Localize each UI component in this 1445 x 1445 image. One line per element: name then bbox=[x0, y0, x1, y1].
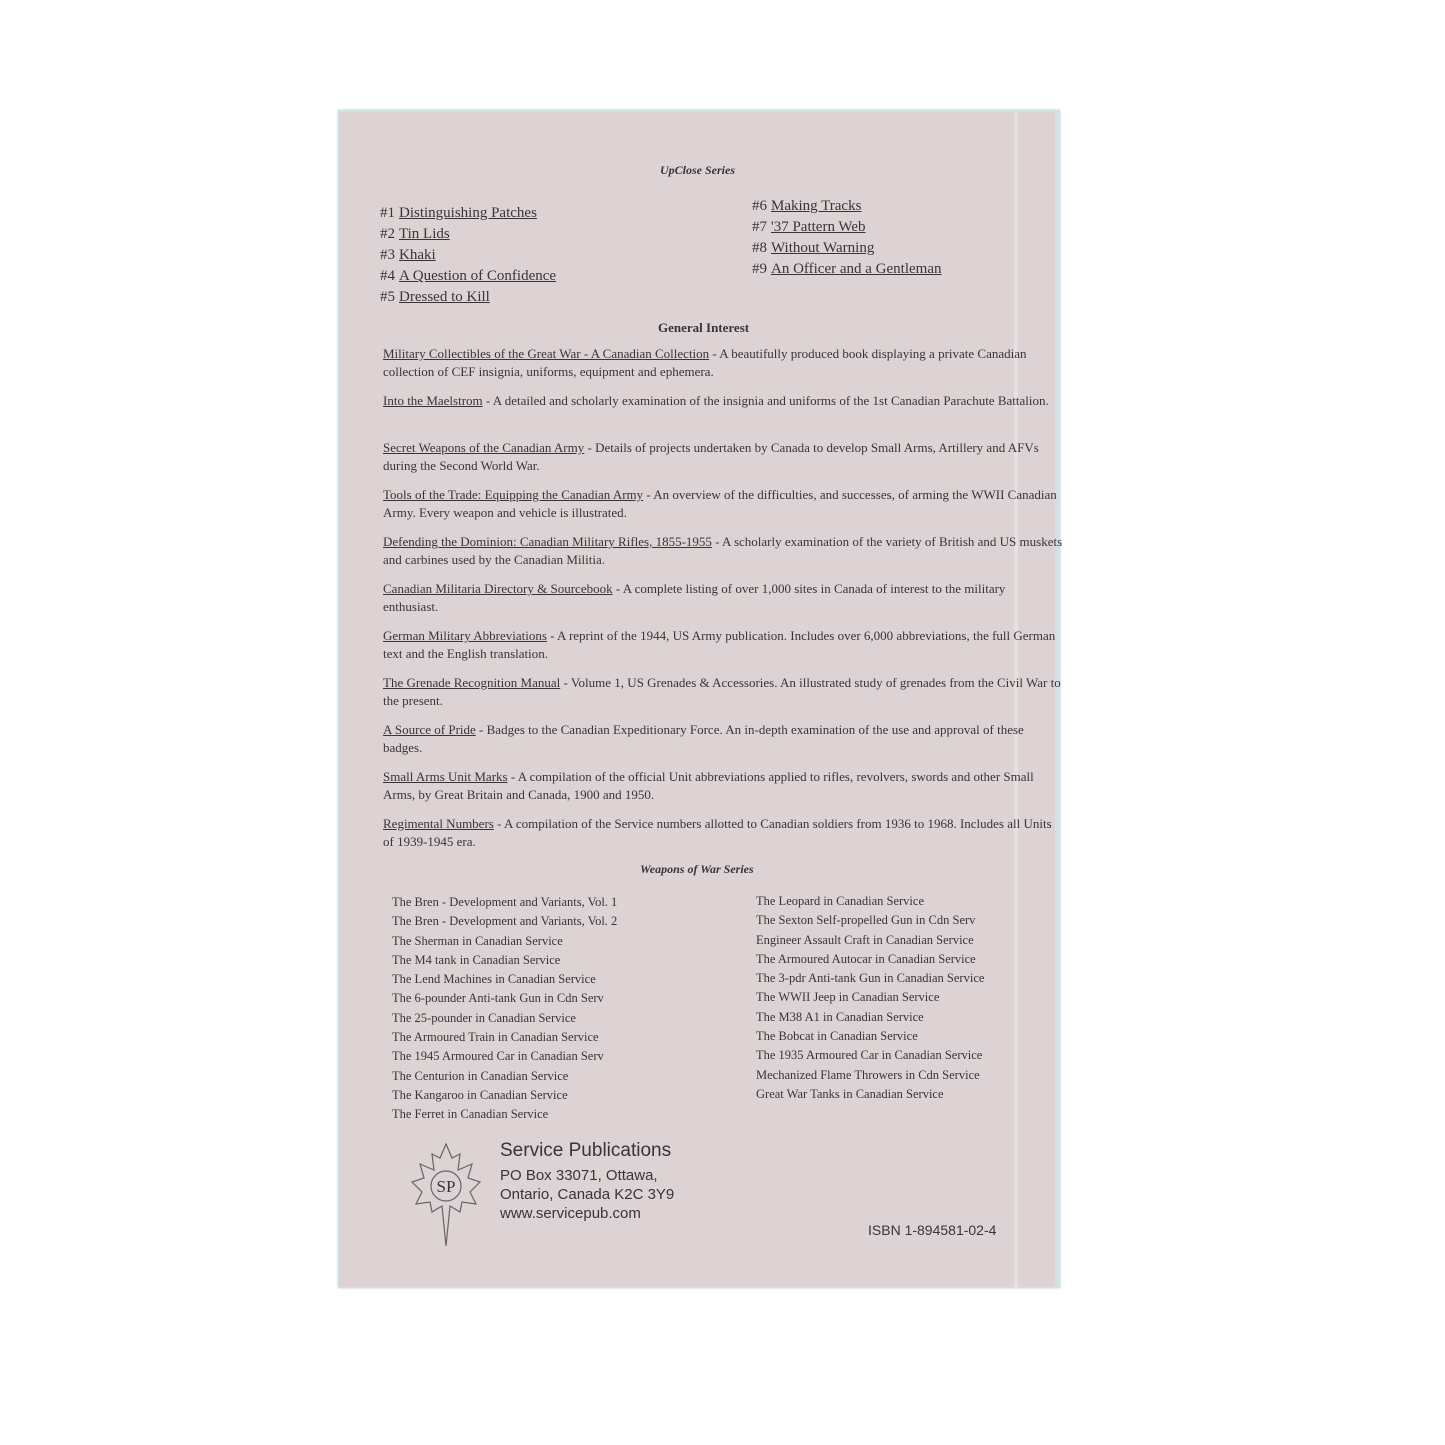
list-item: The Kangaroo in Canadian Service bbox=[392, 1087, 568, 1102]
logo-initials: SP bbox=[436, 1177, 456, 1196]
list-item: The WWII Jeep in Canadian Service bbox=[756, 990, 940, 1005]
list-item: The 6-pounder Anti-tank Gun in Cdn Serv bbox=[392, 991, 604, 1006]
general-entry: Regimental Numbers - A compilation of the Service numbers allotted to Canadian soldiers from 1936 to 1968. Includes all Units of 1939-1945 era. bbox=[383, 816, 1052, 849]
list-item: Mechanized Flame Throwers in Cdn Service bbox=[756, 1067, 980, 1082]
list-item: #8 Without Warning bbox=[752, 240, 875, 256]
list-item: The Sexton Self-propelled Gun in Cdn Serv bbox=[756, 913, 976, 928]
general-entry: Tools of the Trade: Equipping the Canadian Army - An overview of the difficulties, and successes, of arming the WWII Canadian Army. Every weapon and vehicle is illustrated. bbox=[383, 487, 1057, 520]
weapons-of-war-heading: Weapons of War Series bbox=[640, 862, 754, 876]
general-interest-heading: General Interest bbox=[658, 320, 750, 335]
list-item: The Bren - Development and Variants, Vol. 2 bbox=[392, 914, 618, 929]
publisher-address bbox=[500, 1166, 674, 1223]
list-item: The Centurion in Canadian Service bbox=[392, 1068, 569, 1083]
website-text: www.servicepub.com bbox=[500, 1205, 641, 1222]
list-item: #1 Distinguishing Patches bbox=[380, 205, 537, 221]
publisher-name: Service Publications bbox=[500, 1140, 672, 1161]
address-line: Ontario, Canada K2C 3Y9 bbox=[500, 1186, 675, 1203]
address-line: PO Box 33071, Ottawa, bbox=[500, 1167, 658, 1184]
general-entry: A Source of Pride - Badges to the Canadian Expeditionary Force. An in-depth examination of the use and approval of these badges. bbox=[383, 722, 1024, 755]
list-item: #5 Dressed to Kill bbox=[380, 289, 490, 305]
general-entry: The Grenade Recognition Manual - Volume 1, US Grenades & Accessories. An illustrated study of grenades from the Civil War to the present. bbox=[383, 675, 1061, 708]
list-item: #4 A Question of Confidence bbox=[380, 268, 557, 284]
list-item: #3 Khaki bbox=[380, 247, 436, 263]
list-item: #9 An Officer and a Gentleman bbox=[752, 261, 942, 277]
list-item: The 1945 Armoured Car in Canadian Serv bbox=[392, 1049, 604, 1064]
upclose-series-heading: UpClose Series bbox=[660, 163, 735, 177]
list-item: Great War Tanks in Canadian Service bbox=[756, 1086, 944, 1101]
general-entry: Secret Weapons of the Canadian Army - Details of projects undertaken by Canada to develop Small Arms, Artillery and AFVs during the Second World War. bbox=[383, 440, 1039, 473]
general-entry: Into the Maelstrom - A detailed and scholarly examination of the insignia and uniforms of the 1st Canadian Parachute Battalion. bbox=[383, 393, 1049, 408]
weapons-left-list bbox=[392, 893, 617, 1125]
list-item: The Bobcat in Canadian Service bbox=[756, 1029, 918, 1044]
list-item: The M4 tank in Canadian Service bbox=[392, 952, 561, 967]
list-item: The 25-pounder in Canadian Service bbox=[392, 1010, 576, 1025]
list-item: Engineer Assault Craft in Canadian Service bbox=[756, 932, 974, 947]
list-item: The 1935 Armoured Car in Canadian Service bbox=[756, 1048, 983, 1063]
list-item: #6 Making Tracks bbox=[752, 198, 862, 214]
maple-leaf-logo-icon bbox=[410, 1142, 482, 1248]
list-item: The Bren - Development and Variants, Vol. 1 bbox=[392, 895, 618, 909]
list-item: The Leopard in Canadian Service bbox=[756, 894, 924, 908]
list-item: The Armoured Autocar in Canadian Service bbox=[756, 951, 976, 966]
upclose-left-list bbox=[380, 203, 556, 308]
general-entry: Military Collectibles of the Great War - A Canadian Collection - A beautifully produced book displaying a private Canadian collection of CEF insignia, uniforms, equipment and ephemera. bbox=[383, 346, 1027, 379]
list-item: The Lend Machines in Canadian Service bbox=[392, 972, 596, 987]
general-entry: Small Arms Unit Marks - A compilation of the official Unit abbreviations applied to rifles, revolvers, swords and other Small Arms, by Great Britain and Canada, 1900 and 1950. bbox=[383, 769, 1034, 802]
weapons-right-list bbox=[756, 892, 984, 1104]
upclose-right-list bbox=[752, 196, 942, 280]
general-entry: Defending the Dominion: Canadian Military Rifles, 1855-1955 - A scholarly examination of the variety of British and US muskets and carbines used by the Canadian Militia. bbox=[383, 534, 1063, 567]
isbn-text: ISBN 1-894581-02-4 bbox=[868, 1222, 997, 1238]
list-item: The Armoured Train in Canadian Service bbox=[392, 1030, 599, 1045]
list-item: #7 '37 Pattern Web bbox=[752, 219, 866, 235]
list-item: The M38 A1 in Canadian Service bbox=[756, 1009, 924, 1024]
list-item: The 3-pdr Anti-tank Gun in Canadian Service bbox=[756, 971, 985, 986]
list-item: The Sherman in Canadian Service bbox=[392, 933, 563, 948]
general-entry: Canadian Militaria Directory & Sourcebook - A complete listing of over 1,000 sites in Canada of interest to the military enthusiast. bbox=[383, 581, 1006, 614]
list-item: The Ferret in Canadian Service bbox=[392, 1107, 549, 1122]
general-entry: German Military Abbreviations - A reprint of the 1944, US Army publication. Includes over 6,000 abbreviations, the full German text and the English translation. bbox=[383, 628, 1056, 661]
list-item: #2 Tin Lids bbox=[380, 226, 450, 242]
